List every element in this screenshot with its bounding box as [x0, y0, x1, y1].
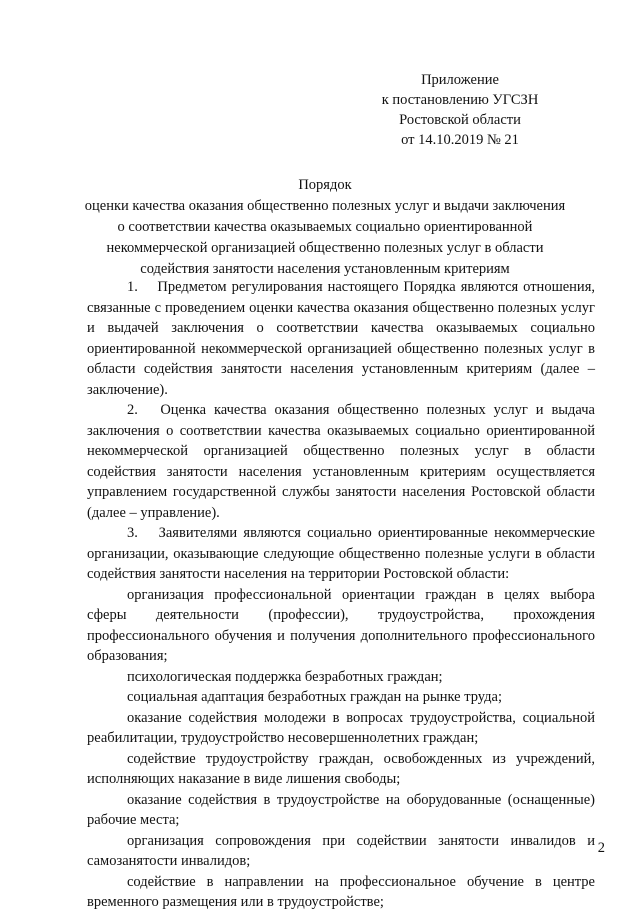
appendix-line-3: Ростовской области: [399, 112, 521, 128]
page-number: 2: [597, 840, 605, 856]
list-item-service: организация сопровождения при содействии занятости инвалидов и самозанятости инвалидов;: [87, 832, 595, 869]
list-item-service: оказание содействия в трудоустройстве на оборудованные (оснащенные) рабочие места;: [87, 791, 595, 828]
title-line-3: некоммерческой организацией общественно полезных услуг в области: [106, 240, 544, 256]
paragraph-2: 2. Оценка качества оказания общественно полезных услуг и выдача заключения о соответствии качества оказываемых социально ориентированной некоммерческой организацией общественно полезных услуг в области содействия занятости населения установленным критериям осуществляется управлением государственной службы занятости населения Ростовской области (далее – управление).: [87, 402, 595, 521]
paragraph-1: 1. Предметом регулирования настоящего Порядка являются отношения, связанные с проведением оценки качества оказания общественно полезных услуг и выдачей заключения о соответствии качества оказываемых социально ориентированной некоммерческой организацией общественно полезных услуг в области содействия занятости населения установленным критериям (далее – заключение).: [87, 279, 595, 398]
list-item-service: социальная адаптация безработных граждан на рынке труда;: [127, 689, 502, 705]
appendix-block: [360, 70, 560, 150]
paragraph-3: 3. Заявителями являются социально ориентированные некоммерческие организации, оказывающие следующие общественно полезные услуги в области содействия занятости населения на территории Ростовской области:: [87, 525, 595, 582]
list-item-service: психологическая поддержка безработных граждан;: [127, 668, 443, 685]
appendix-line-4: от 14.10.2019 № 21: [401, 132, 519, 148]
title-line-1: оценки качества оказания общественно полезных услуг и выдачи заключения: [84, 198, 566, 214]
document-body: [87, 277, 595, 913]
list-item-service: содействие трудоустройству граждан, освобожденных из учреждений, исполняющих наказание в виде лишения свободы;: [87, 750, 595, 787]
list-item-service: оказание содействия молодежи в вопросах трудоустройства, социальной реабилитации, трудоустройство несовершеннолетних граждан;: [87, 709, 595, 746]
appendix-line-2: к постановлению УГСЗН: [381, 92, 539, 108]
title-line-2: о соответствии качества оказываемых социально ориентированной: [117, 219, 533, 235]
title-line-4: содействия занятости населения установленным критериям: [140, 261, 510, 277]
list-item-service: содействие в направлении на профессиональное обучение в центре временного размещения или в трудоустройстве;: [87, 873, 595, 910]
document-title: [80, 175, 570, 280]
list-item-service: организация профессиональной ориентации граждан в целях выбора сферы деятельности (профессии), трудоустройства, прохождения профессионального обучения и получения дополнительного профессионального образования;: [87, 586, 595, 664]
appendix-line-1: Приложение: [421, 72, 499, 88]
title-heading: Порядок: [298, 177, 352, 193]
